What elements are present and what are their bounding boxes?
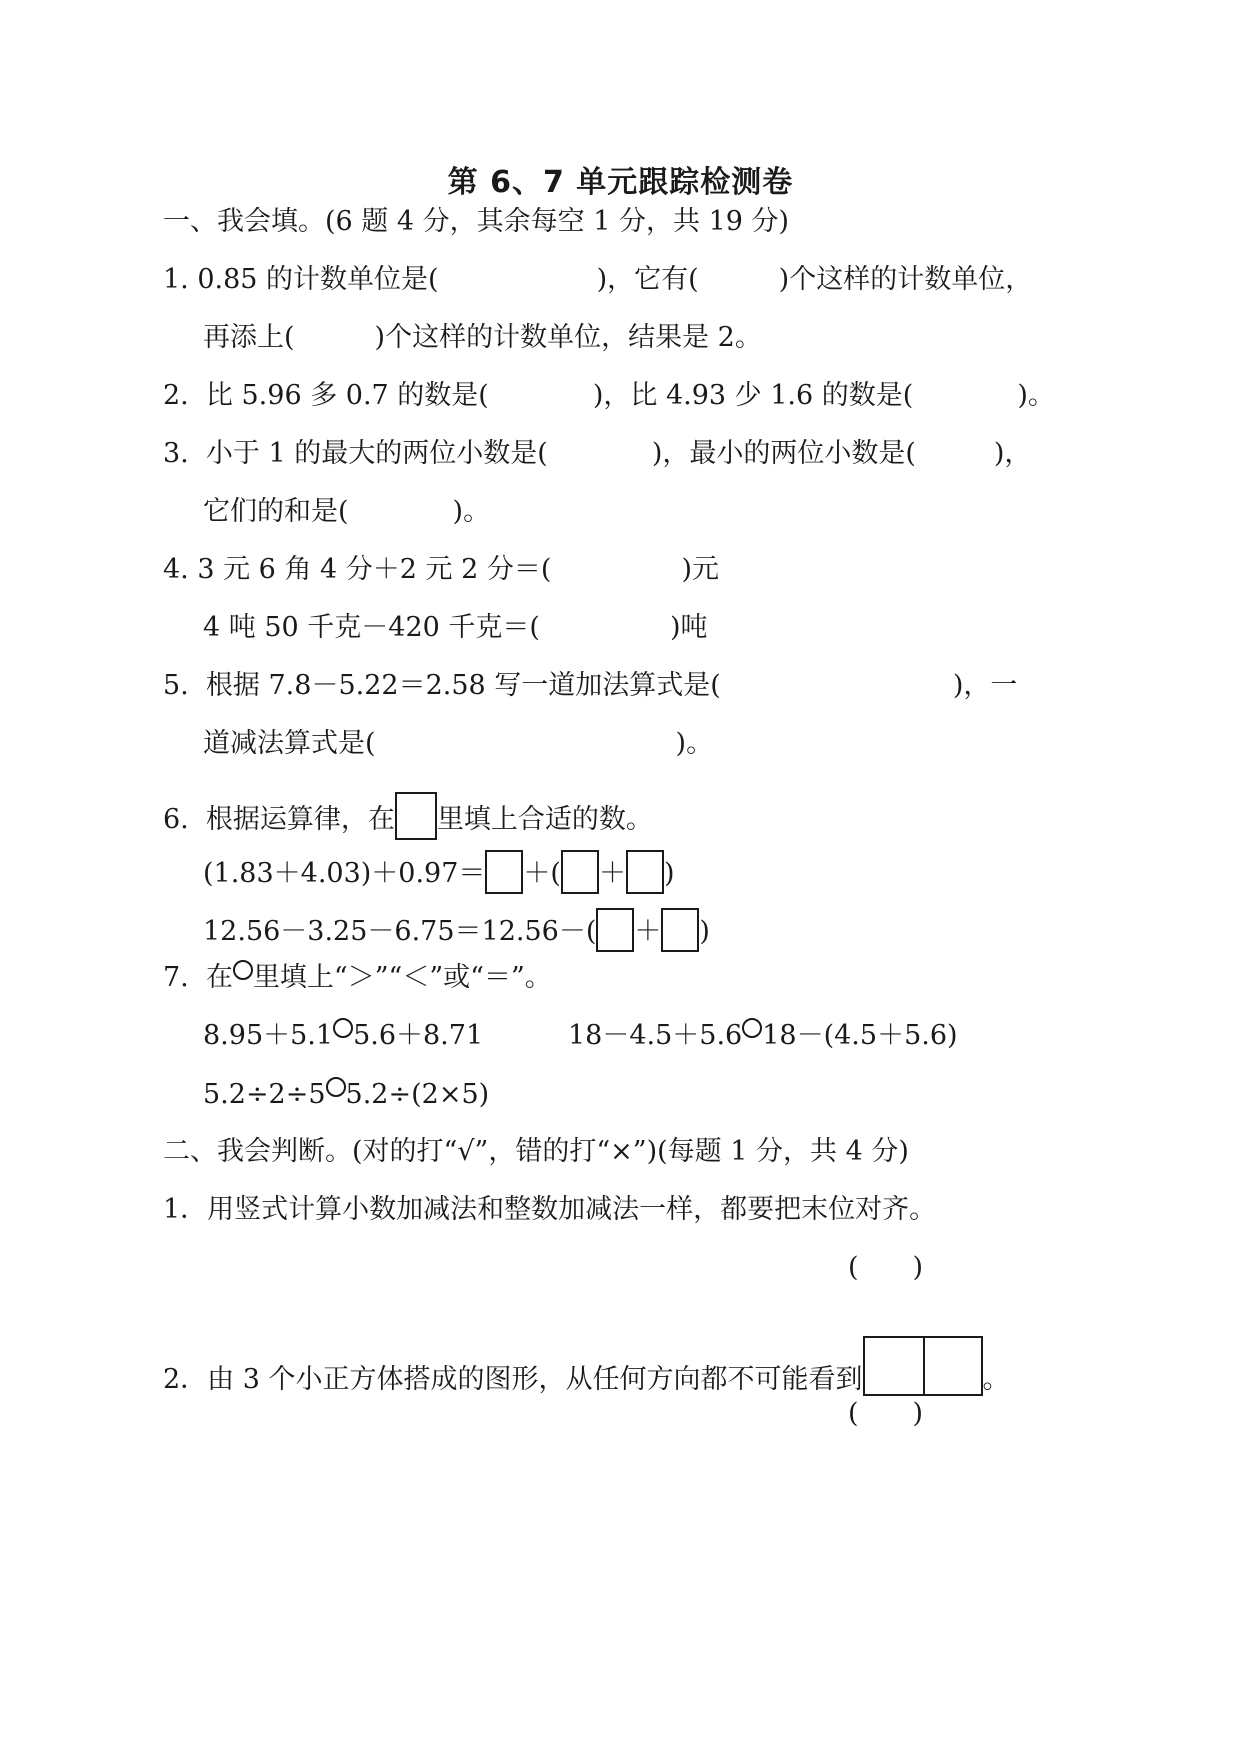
q4-text-b: )元: [681, 554, 719, 585]
answer-box[interactable]: [485, 850, 523, 894]
q7-e3-right: 5.2÷(2×5): [345, 1079, 490, 1110]
q7-expr1: [203, 1018, 483, 1054]
q7-text-b: 里填上“＞”“＜”或“＝”。: [252, 962, 552, 993]
q6-eq1-d: ): [663, 858, 675, 889]
q3-text-e: )。: [452, 496, 491, 527]
q6-eq2-a: 12.56－3.25－6.75＝12.56－(: [203, 916, 597, 947]
q7-e3-left: 5.2÷2÷5: [203, 1079, 326, 1110]
q4-text-a: 4. 3 元 6 角 4 分＋2 元 2 分＝(: [163, 554, 552, 585]
q7-expr2: [568, 1018, 958, 1054]
q6-eq1-b: ＋(: [523, 858, 561, 889]
q7-e2-right: 18－(4.5＋5.6): [762, 1020, 958, 1051]
q1-text-e: )个这样的计数单位，结果是 2。: [374, 322, 762, 353]
q5-text-c: 道减法算式是(: [203, 728, 376, 759]
q1-text-a: 1. 0.85 的计数单位是(: [163, 264, 439, 295]
s2-q2-line: [163, 1336, 1010, 1398]
q3-text-b: )，最小的两位小数是(: [651, 438, 916, 469]
compare-circle-icon: [233, 960, 253, 980]
q6-eq1: [203, 850, 675, 894]
section1-header: 一、我会填。(6 题 4 分，其余每空 1 分，共 19 分): [163, 206, 790, 237]
q6-eq1-c: ＋: [598, 858, 626, 889]
q7-e1-left: 8.95＋5.1: [203, 1020, 334, 1051]
q3-text-c: )，: [993, 438, 1032, 469]
q1-text-d: 再添上(: [203, 322, 295, 353]
q5-line2: [203, 726, 713, 762]
answer-box[interactable]: [661, 908, 699, 952]
q3-line1: [163, 436, 1031, 472]
s2-q2-answer-paren[interactable]: ( ): [848, 1398, 924, 1429]
q3-text-a: 3. 小于 1 的最大的两位小数是(: [163, 438, 548, 469]
q6-line: [163, 792, 653, 840]
q6-eq2: [203, 908, 710, 952]
q2-line: [163, 378, 1055, 414]
q5-text-d: )。: [675, 728, 714, 759]
q4-line2: [203, 610, 707, 646]
q7-e1-right: 5.6＋8.71: [353, 1020, 484, 1051]
answer-box[interactable]: [626, 850, 664, 894]
q4-text-c: 4 吨 50 千克－420 千克＝(: [203, 612, 540, 643]
q2-text-c: )。: [1017, 380, 1055, 411]
compare-circle-icon[interactable]: [326, 1077, 346, 1097]
q6-text-a: 6. 根据运算律，在: [163, 804, 395, 835]
s2-q2-text: 2．由 3 个小正方体搭成的图形，从任何方向都不可能看到: [163, 1364, 863, 1395]
q1-line2: [203, 320, 762, 356]
q3-text-d: 它们的和是(: [203, 496, 349, 527]
q1-text-b: )，它有(: [596, 264, 699, 295]
q7-expr3: [203, 1077, 489, 1113]
q7-text-a: 7. 在: [163, 962, 233, 993]
q1-text-c: )个这样的计数单位，: [778, 264, 1033, 295]
q6-eq1-a: (1.83＋4.03)＋0.97＝: [203, 858, 486, 889]
q5-text-a: 5. 根据 7.8－5.22＝2.58 写一道加法算式是(: [163, 670, 721, 701]
two-squares-figure: [863, 1336, 983, 1396]
compare-circle-icon[interactable]: [333, 1018, 353, 1038]
q7-e2-left: 18－4.5＋5.6: [568, 1020, 743, 1051]
s2-q2-end: 。: [982, 1364, 1010, 1395]
answer-box[interactable]: [561, 850, 599, 894]
q4-text-d: )吨: [669, 612, 708, 643]
answer-box[interactable]: [596, 908, 634, 952]
q6-eq2-c: ): [699, 916, 710, 947]
answer-box: [395, 792, 437, 840]
q6-eq2-b: ＋: [634, 916, 662, 947]
q6-text-b: 里填上合适的数。: [436, 804, 653, 835]
q2-text-a: 2. 比 5.96 多 0.7 的数是(: [163, 380, 489, 411]
q2-text-b: )，比 4.93 少 1.6 的数是(: [592, 380, 914, 411]
q5-line1: [163, 668, 1017, 704]
s2-q1-text: 1．用竖式计算小数加减法和整数加减法一样，都要把末位对齐。: [163, 1194, 937, 1225]
q4-line1: [163, 552, 719, 588]
s2-q1-answer-paren[interactable]: ( ): [848, 1252, 924, 1283]
q3-line2: [203, 494, 490, 530]
section2-header: 二、我会判断。(对的打“√”，错的打“×”)(每题 1 分，共 4 分): [163, 1136, 909, 1167]
q5-text-b: )，一: [952, 670, 1018, 701]
q7-line: [163, 960, 552, 996]
q1-line1: [163, 262, 1032, 298]
page-title: 第 6、7 单元跟踪检测卷: [447, 165, 794, 200]
compare-circle-icon[interactable]: [742, 1018, 762, 1038]
